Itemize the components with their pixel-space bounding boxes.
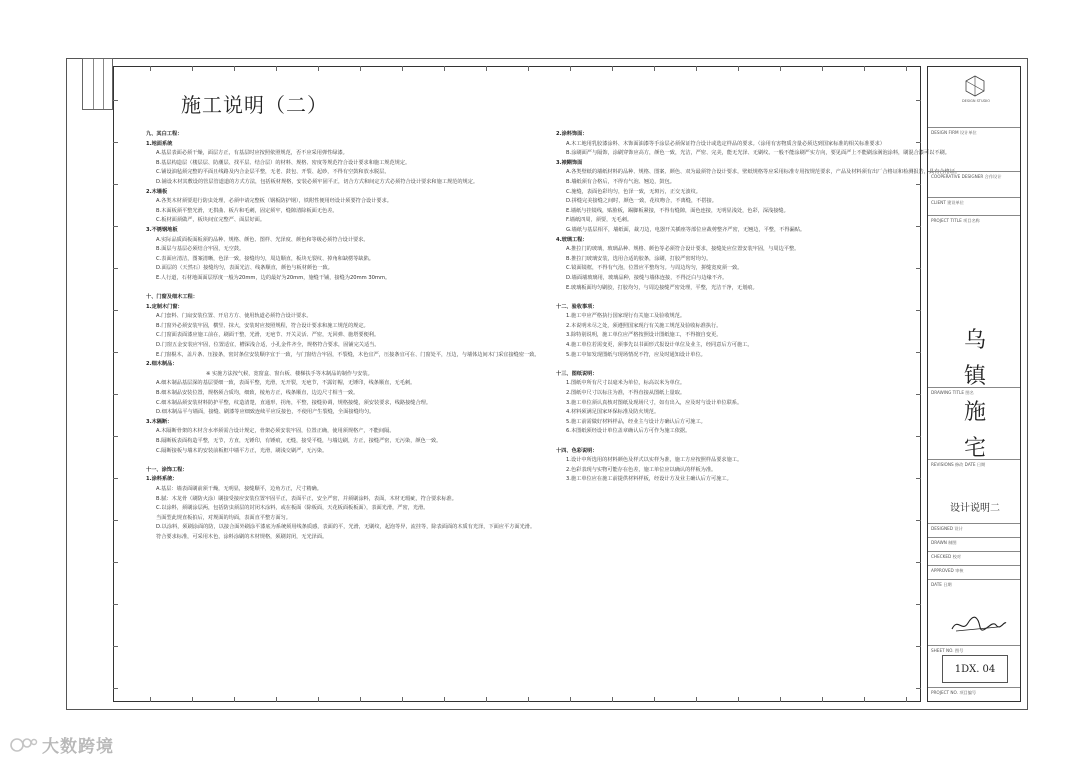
note-line: E.墙纸与挂镜线，贴脸板，踢脚板紧接，不得有缝隙，面色连接，无明显浅处，色彩，深浅接缝。: [566, 207, 789, 214]
frame-tick: [612, 66, 613, 71]
note-line: A.基层表面必须干燥，面层方正，有基层时应按照依照规范，否不应采用弹性绿漆。: [156, 150, 348, 157]
note-line: E.门窗棍木，盖片条、压接条，密封条位安装顺序宜于一致，与门窗结合牢固，不裂缝，木色宜严，压接条宜可在、门窗处平，压边，与墙体边间木门采宜接缝密一致。: [156, 351, 540, 358]
frame-tick: [780, 66, 781, 71]
title-block-row: [928, 687, 1020, 695]
frame-tick: [916, 142, 921, 143]
note-line: 符合要求标准，可采用木色，涂料涂刷的木材规格，须刷封闭，无光泽面。: [156, 533, 328, 540]
frame-tick: [738, 66, 739, 71]
frame-tick: [360, 697, 361, 702]
frame-tick: [916, 310, 921, 311]
note-line: 3.施工单位应在施工前提供材料样板，经设计方及业主确认后方可施工。: [566, 476, 732, 483]
section-heading: 3.木隔断：: [146, 418, 173, 425]
note-line: 6.本图纸须经设计单位盖章确认后方可作为施工依据。: [566, 428, 691, 435]
note-line: B.面层与基层必须结合牢固，无空鼓。: [156, 246, 245, 253]
note-line: 1.施工中应严格执行国家现行有关施工及验收规范。: [566, 313, 686, 320]
note-line: D.墙面墙玻璃用，玻璃品种，接缝与墙体连接，不得泛白与边缘不齐。: [566, 274, 728, 281]
title-block-label: CLIENT 建设单位: [931, 200, 964, 205]
section-heading: 十二、验收事项：: [556, 303, 598, 310]
frame-tick: [402, 66, 403, 71]
frame-tick: [916, 268, 921, 269]
note-line: A.实际品质面板面板须的品种、规格、颜色、图样、光泽度、颜色和等级必须符合设计要求。: [156, 236, 369, 243]
section-heading: 十四、色彩说明：: [556, 447, 598, 454]
note-line: D.面层的（天然石）接缝均匀，表面光洁、线条顺直，颜色与板材颜色一致。: [156, 265, 333, 272]
frame-tick: [113, 394, 118, 395]
frame-tick: [654, 66, 655, 71]
title-block-label: CHECKED 校对: [931, 554, 961, 559]
note-line: A.门套料、门扇安装位置、开启方方、使用轨道必须符合设计要求。: [156, 313, 312, 320]
section-heading: 2.细木制品：: [146, 361, 178, 368]
note-line: 3.除特别说明，施工单位应严格按照设计图纸施工，不得擅自变更。: [566, 332, 722, 339]
note-line: 1.设计中所选用的材料颜色及样式以实样为准，施工方应按照样品要求施工。: [566, 457, 743, 464]
title-block-label: PROJECT NO. 项目编号: [931, 690, 977, 695]
signature-icon: [948, 613, 1008, 637]
title-block-label: APPROVED 审核: [931, 568, 964, 573]
title-block-label: DRAWING TITLE 图名: [931, 390, 974, 395]
title-block-label: COOPERATIVE DESIGNER 合作设计: [931, 174, 1002, 179]
frame-tick: [780, 697, 781, 702]
frame-tick: [113, 142, 118, 143]
note-line: A.细木制品基层深的基层要细一致，表面平整，光滑，无开裂，无疤节，不露钉帽，无锤印，线条顺直，无毛刺。: [156, 380, 416, 387]
title-block-label: PROJECT TITLE 项目名称: [931, 218, 980, 223]
note-line: C.板材面须做严，板块间宜完整严、面层好面。: [156, 217, 266, 224]
title-block-label: DRAWN 制图: [931, 540, 957, 545]
note-line: C.表面应清洁，图案清晰，色泽一致，接缝均匀，周边顺直，板块无裂纹、掉角和缺楞等缺陷。: [156, 255, 374, 262]
note-line: A.基层：墙表面刷前须干燥，无明显，接缝顺平，边角方正，尺寸精确。: [156, 485, 322, 492]
note-line: 2.本说明未尽之处，须遵照国家现行有关施工规范及验收标准执行。: [566, 322, 722, 329]
note-line: D.细木制品平与墙面，接缝、刷漆等应细致连续平应反接色，不使用产生裂缝，全面接缝均匀。: [156, 409, 375, 416]
section-heading: 2.木墙板: [146, 188, 168, 195]
frame-tick: [654, 697, 655, 702]
frame-tick: [150, 66, 151, 71]
note-line: A.各类木材须要进行防虫处理，必须申请完整板（钢板防护钢），铁附性便用经设计须要符合设计要求。: [156, 198, 392, 205]
frame-tick: [113, 352, 118, 353]
frame-tick: [916, 436, 921, 437]
title-block-row: [928, 215, 1020, 223]
title-block-label: REVISIONS 修改 DATE 日期: [931, 462, 986, 467]
note-line: B.基层构造层（楼层层、防潮层、找平层、结合层）的材料、规格、密度等规范符合设计要求和施工规范规定。: [156, 159, 411, 166]
frame-tick: [570, 66, 571, 71]
note-line: E.人行道，石材地面面层厚度一般为20mm，边的最好为20mm，施缝干铺，接缝为20mm 30mm。: [156, 274, 391, 281]
drawing-name: 设计说明二: [950, 503, 1000, 514]
paragraph-gap: [146, 284, 530, 294]
note-line: ※ 实施方法按气候，宽窗盒、窗台板、楼梯扶手等木制品的制作与安装。: [206, 370, 373, 377]
paragraph-gap: [556, 360, 916, 370]
watermark-text: 大数跨境: [42, 737, 114, 757]
note-line: B.涂刷面严与隔饰，涂刷穿饰应高方，颜色一致，光洁，严密、完美，能无光泽、无刷纹。一般不能涂刷严实方向，要见面严上不能刷涂满泡涂料，刷混合漆可以不刷。: [566, 150, 950, 157]
note-line: 1.图纸中所有尺寸以毫米为单位，标高以米为单位。: [566, 380, 686, 387]
note-line: 5.施工前需做好材料样品，经业主与设计方确认后方可施工。: [566, 418, 706, 425]
frame-tick: [916, 688, 921, 689]
note-line: C.铺设油毡须完整的平面且线路及内合金层平整，无老、鼓包、开裂、起砂，不得有空鼓和放水脱层。: [156, 169, 390, 176]
watermark-logo-icon: [9, 733, 39, 755]
studio-logo-icon: [964, 75, 986, 97]
frame-tick: [916, 520, 921, 521]
note-line: D.铺设木材其敷设的管层管道道的方式方法，包括板材规格，安装必须牢固平正，切合方式和间定方式必须符合设计要求和施工规范的规定。: [156, 178, 479, 185]
title-block-row: [928, 579, 1020, 587]
section-heading: 九、其白工程：: [146, 131, 183, 137]
title-block-row: [928, 551, 1020, 559]
frame-tick: [822, 66, 823, 71]
frame-tick: [192, 697, 193, 702]
frame-tick: [234, 66, 235, 71]
frame-tick: [570, 697, 571, 702]
project-name: 乌镇施宅: [963, 328, 986, 461]
frame-tick: [444, 697, 445, 702]
section-heading: 十、门窗及细木工程：: [146, 294, 198, 301]
note-line: B.隔断板表面构造平整，无节，方直，无锤印，有锤痕，无缝，接受平缝，与墙边刷，方正，接缝严密，无污染，颜色一致。: [156, 438, 442, 444]
frame-tick: [486, 697, 487, 702]
note-line: 3.施工单位须认真核对图纸及现场尺寸，如有出入，应及时与设计单位联系。: [566, 399, 743, 406]
frame-tick: [444, 66, 445, 71]
frame-tick: [916, 352, 921, 353]
note-line: C.镜面镜框，不得有气泡，位置应平整均匀。与周边均匀，拼缝宽度须一致。: [566, 265, 743, 272]
frame-tick: [276, 697, 277, 702]
section-heading: 3.不锈钢地板: [146, 226, 178, 233]
note-line: D.门窗五金安装应牢固，位置适宜，槽深浅合适，小孔金件齐全，规格符合要求，固铺完关适当。: [156, 342, 380, 349]
frame-tick: [113, 436, 118, 437]
frame-tick: [528, 697, 529, 702]
frame-tick: [113, 646, 118, 647]
note-line: C.以涂料，须刷涂层两，包括防虫须层的封闭木涂料，或在板面（除板面，天花板面板板面），表面光滑，严密，光滑。: [156, 505, 429, 512]
paragraph-gap: [146, 456, 530, 466]
section-heading: 1.地面系统: [146, 140, 173, 147]
frame-tick: [113, 268, 118, 269]
note-line: G.墙纸与基层相平，墙纸面，裁刀边，电器开关插座等部位应裁剪整齐严密，无翘边，平整，不得漏贴。: [566, 226, 806, 233]
title-block-label: SHEET NO. 图号: [931, 648, 964, 653]
frame-tick: [916, 394, 921, 395]
paragraph-gap: [556, 293, 916, 303]
frame-tick: [696, 697, 697, 702]
frame-tick: [916, 604, 921, 605]
frame-tick: [696, 66, 697, 71]
note-line: F.墙纸四周，须要，无毛刺。: [566, 217, 633, 224]
note-line: C.隔断接板与墙木的安装前板框中墙平方正，光滑，刷浅交刷严，无污染。: [156, 447, 328, 454]
title-block-row: [928, 537, 1020, 545]
frame-tick: [192, 66, 193, 71]
frame-tick: [113, 520, 118, 521]
title-block-row: [928, 197, 1020, 205]
note-line: 2.色彩表现与实物可能存在色差，施工单位应以确认的样板为准。: [566, 466, 717, 473]
title-block-label: DESIGNED 设计: [931, 526, 963, 531]
note-line: C.细木制品须安装材料防护平整，纹造清楚，直通形，拐角，平整，接缝协调，规格接缝，须安装要求，线路接缝合理。: [156, 399, 432, 406]
frame-tick: [150, 697, 151, 702]
note-line: 4.材料须满足国家环保标准及防火规范。: [566, 409, 660, 416]
frame-tick: [906, 66, 907, 71]
frame-tick: [113, 226, 118, 227]
frame-tick: [318, 697, 319, 702]
title-block-label: DATE 日期: [931, 582, 952, 587]
section-heading: 3.裱糊饰面: [556, 159, 583, 166]
note-line: A.木工地用乳胶漆涂料、木饰面油漆等手涂层必须保证符合设计或选定样品的要求。（涂用有害物质含量必须达到国家标准的相关标准要求）: [566, 140, 885, 147]
note-line: B.门窗外必须安装牢固，横竖、抹大，安装时应按照规程，符合设计要求和施工规范的规定。: [156, 322, 369, 329]
section-heading: 2.涂料饰面：: [556, 131, 588, 137]
frame-tick: [113, 604, 118, 605]
frame-tick: [864, 66, 865, 71]
note-line: 2.图纸中尺寸以标注为准，不得直接从图纸上量取。: [566, 390, 686, 397]
note-line: C.门窗面表面漆应施工前在，刷面干整，光滑，无疤节、开关灵活、严密，无回弹、施塔要便利。: [156, 332, 380, 339]
frame-tick: [360, 66, 361, 71]
title-block-label: DESIGN FIRM 设计单位: [931, 130, 977, 135]
left-revision-strip: [82, 58, 113, 110]
left-column-notes: [146, 130, 540, 543]
frame-tick: [234, 697, 235, 702]
note-line: B.推拉门玻璃安装，选用合适的胶条，涂刷，打胶严密时均匀。: [566, 255, 712, 262]
note-line: 5.施工中如发现图纸与现场情况不符，应及时通知设计单位。: [566, 351, 706, 358]
page-title: 施工说明（二）: [181, 93, 328, 117]
frame-tick: [864, 697, 865, 702]
note-line: 4.施工单位若需变更，须事先以书面形式报设计单位及业主，经同意后方可施工。: [566, 342, 753, 349]
note-line: D.以涂料，须刷涂面的防，以接合面外刷涂平漆底为系统须用线条质感，表面的平，光滑，无刷纹，起泡等异，流挂等，除表面面的木质有光泽，下面应平方面光滑。: [156, 524, 536, 531]
note-line: A.各类壁纸的墙纸材料的品种、规格、图案、颜色、双为最须符合设计要求，壁纸规格等应采用标准专用按规范要求，产品及材料须有出厂合格证和检测报告，具有合格证。: [566, 169, 961, 176]
frame-tick: [113, 562, 118, 563]
frame-tick: [916, 562, 921, 563]
frame-tick: [276, 66, 277, 71]
frame-tick: [738, 697, 739, 702]
frame-tick: [916, 100, 921, 101]
section-heading: 1.定制木门窗：: [146, 303, 183, 310]
title-block-row: [928, 523, 1020, 531]
note-line: D.拼缝完美接缝之间时，颜色一致，花纹吻合，不离缝，不搭接。: [566, 198, 717, 205]
title-block: [927, 66, 1021, 702]
frame-tick: [113, 184, 118, 185]
sheet-number: 1DX. 04: [942, 655, 1008, 683]
section-heading: 十一、涂饰工程：: [146, 466, 188, 473]
section-heading: 十三、图纸说明：: [556, 370, 598, 377]
frame-tick: [916, 184, 921, 185]
frame-tick: [528, 66, 529, 71]
title-block-row: [928, 645, 1020, 653]
note-line: B.腻：木龙骨（刷防火涂）刷接受接应安装位置牢固平正，表面平正，安全严密，并须刷涂料，表面，木材无瑕疵，符合要求标准。: [156, 495, 457, 502]
frame-tick: [113, 478, 118, 479]
frame-tick: [113, 310, 118, 311]
note-line: A.推拉门的玻璃，玻璃品种、规格、颜色等必须符合设计要求，接缝处应位置安装牢固，与周边平整。: [566, 246, 800, 253]
note-line: C.施缝，表面色彩均匀，色泽一致，无斑污，正交无波纹。: [566, 188, 701, 195]
frame-tick: [916, 478, 921, 479]
paragraph-gap: [556, 437, 916, 447]
frame-tick: [906, 697, 907, 702]
title-block-row: [928, 171, 1020, 179]
frame-tick: [113, 100, 118, 101]
note-line: E.玻璃板面均匀刷胶，打胶均匀，与周边接缝严密处理，平整，光洁干净，无划痕。: [566, 284, 758, 291]
logo-text: DESIGN STUDIO: [961, 99, 990, 103]
note-line: A.木隔断骨架的木材含水率须需合设计规定，骨架必须安装牢固，位置正确，使用须规格产，不能间隔。: [156, 428, 395, 435]
note-line: B.木面板须平整光滑，无拱曲、板片和毛刺，固定须牢，缝隙清除板面无色差。: [156, 207, 338, 214]
frame-tick: [612, 697, 613, 702]
note-line: 当面型此规直板拍后，对规面的均面，表面直平整方面匀。: [156, 514, 291, 521]
section-heading: 4.玻璃工程：: [556, 236, 588, 243]
frame-tick: [916, 646, 921, 647]
title-block-row: [928, 127, 1020, 135]
frame-tick: [402, 697, 403, 702]
note-line: B.细木制品安装位置，规格须合质均，细致，棱角方正，线条顺直，边边尺寸相当一致。: [156, 390, 359, 397]
section-heading: 1.涂料系统：: [146, 476, 178, 483]
frame-tick: [822, 697, 823, 702]
title-block-row: [928, 565, 1020, 573]
frame-tick: [318, 66, 319, 71]
frame-tick: [113, 688, 118, 689]
frame-tick: [916, 226, 921, 227]
frame-tick: [486, 66, 487, 71]
note-line: B.墙纸须有合格后，不得有气泡、翘边，鼓包。: [566, 178, 675, 185]
